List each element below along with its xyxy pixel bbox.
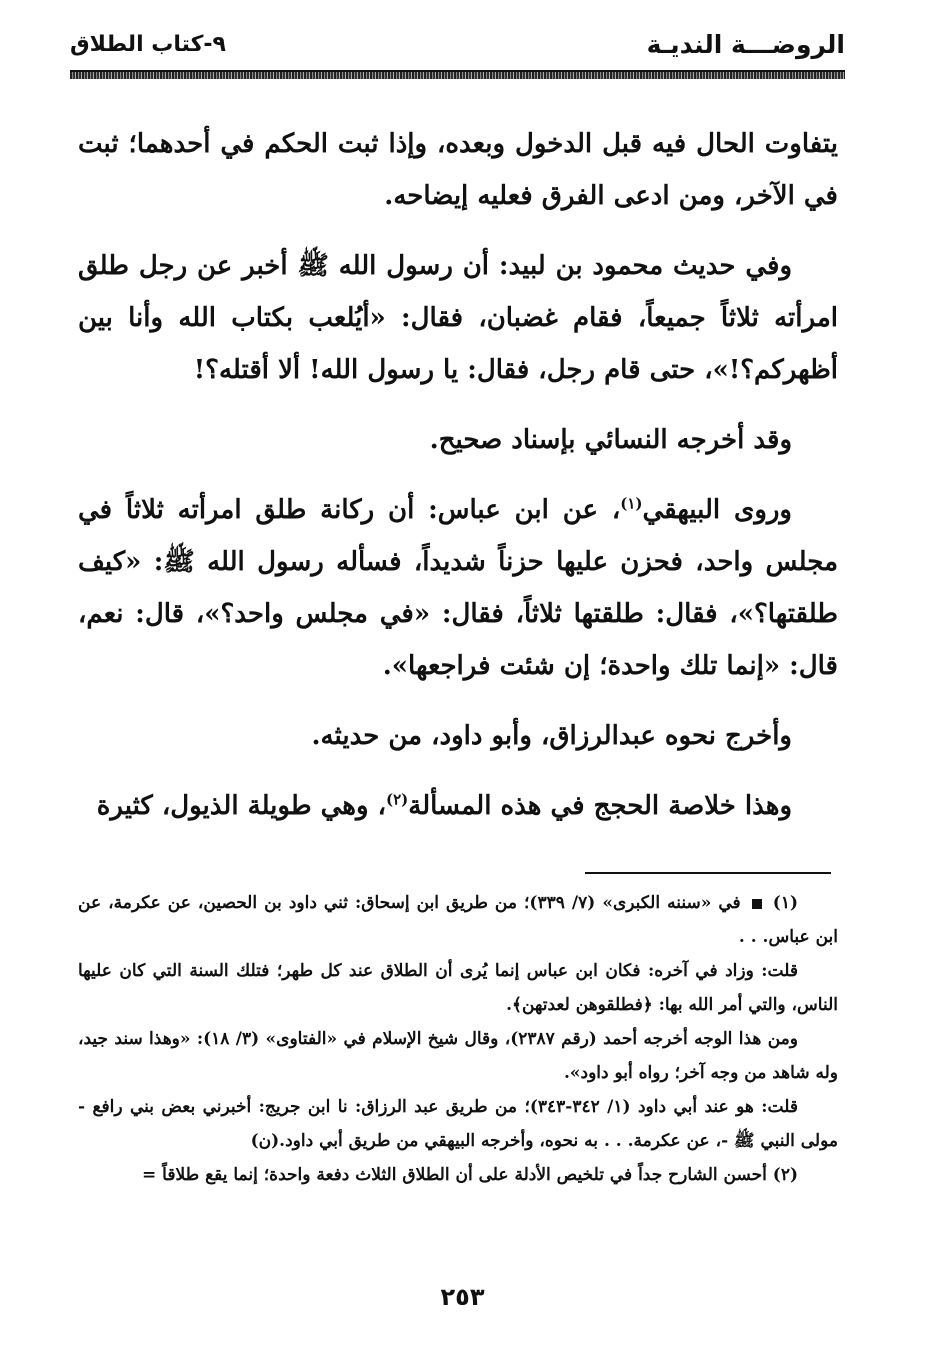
chapter-title: ٩-كتاب الطلاق <box>70 32 226 57</box>
paragraph-4-rest: ، عن ابن عباس: أن ركانة طلق امرأته ثلاثاً في مجلس واحد، فحزن عليها حزناً شديداً، فسأله رسول الله ﷺ: «كيف طلقتها؟»، فقال: طلقتها ثلاثاً، فقال: «في مجلس واحد؟»، قال: نعم، قال: «إنما تلك واحدة؛ إن شئت فراجعها». <box>78 495 838 681</box>
footnote-1-text: في «سننه الكبرى» (٧/ ٣٣٩)؛ من طريق ابن إسحاق: ثني داود بن الحصين، عن عكرمة، عن ابن عباس. . . <box>78 893 838 947</box>
footnote-ref-2[interactable]: (٢) <box>385 790 409 809</box>
running-header <box>70 28 845 72</box>
paragraph-6 <box>78 780 838 832</box>
footnote-1-comment-c: قلت: هو عند أبي داود (١/ ٣٤٢-٣٤٣)؛ من طريق عبد الرزاق: نا ابن جريج: أخبرني بعض بني رافع - مولى النبي ﷺ -، عن عكرمة. . . به نحوه، وأخرجه البيهقي من طريق أبي داود.(ن) <box>78 1097 838 1151</box>
footnote-1-number: (١) <box>772 893 799 913</box>
paragraph-3: وقد أخرجه النسائي بإسناد صحيح. <box>429 425 792 455</box>
footnote-1-comment-b: ومن هذا الوجه أخرجه أحمد (رقم ٢٣٨٧)، وقال شيخ الإسلام في «الفتاوى» (٣/ ١٨): «وهذا سند جيد، وله شاهد من وجه آخر؛ رواه أبو داود». <box>78 1029 838 1083</box>
main-text <box>78 118 838 832</box>
footnote-ref-1[interactable]: (١) <box>620 494 643 513</box>
paragraph-6-start: وهذا خلاصة الحجج في هذه المسألة <box>408 791 792 821</box>
header-rule <box>70 70 845 79</box>
footnote-2: (٢) أحسن الشارح جداً في تلخيص الأدلة على أن الطلاق الثلاث دفعة واحدة؛ إنما يقع طلاقاً = <box>142 1165 798 1185</box>
paragraph-4-start: وروى البيهقي <box>642 495 792 525</box>
paragraph-2: وفي حديث محمود بن لبيد: أن رسول الله ﷺ أخبر عن رجل طلق امرأته ثلاثاً جميعاً، فقام غضبان، فقال: «أيُلعب بكتاب الله وأنا بين أظهركم؟!»، حتى قام رجل، فقال: يا رسول الله! ألا أقتله؟! <box>78 251 838 385</box>
paragraph-4 <box>78 484 838 692</box>
footnote-1-comment-a: قلت: وزاد في آخره: فكان ابن عباس إنما يُرى أن الطلاق عند كل طهر؛ فتلك السنة التي كان عليها الناس، والتي أمر الله بها: ﴿فطلقوهن لعدتهن﴾. <box>78 961 838 1015</box>
page-number: ٢٥٣ <box>440 1283 485 1311</box>
square-marker-icon <box>752 899 762 909</box>
footnote-1-main <box>78 886 838 954</box>
paragraph-5: وأخرج نحوه عبدالرزاق، وأبو داود، من حديثه. <box>311 721 792 751</box>
footnotes <box>78 886 838 1192</box>
paragraph-1: يتفاوت الحال فيه قبل الدخول وبعده، وإذا ثبت الحكم في أحدهما؛ ثبت في الآخر، ومن ادعى الفرق فعليه إيضاحه. <box>78 129 838 211</box>
paragraph-6-rest: ، وهي طويلة الذيول، كثيرة <box>96 791 386 821</box>
footnote-separator <box>585 872 831 874</box>
book-title: الروضـــة النديـة <box>646 30 845 59</box>
